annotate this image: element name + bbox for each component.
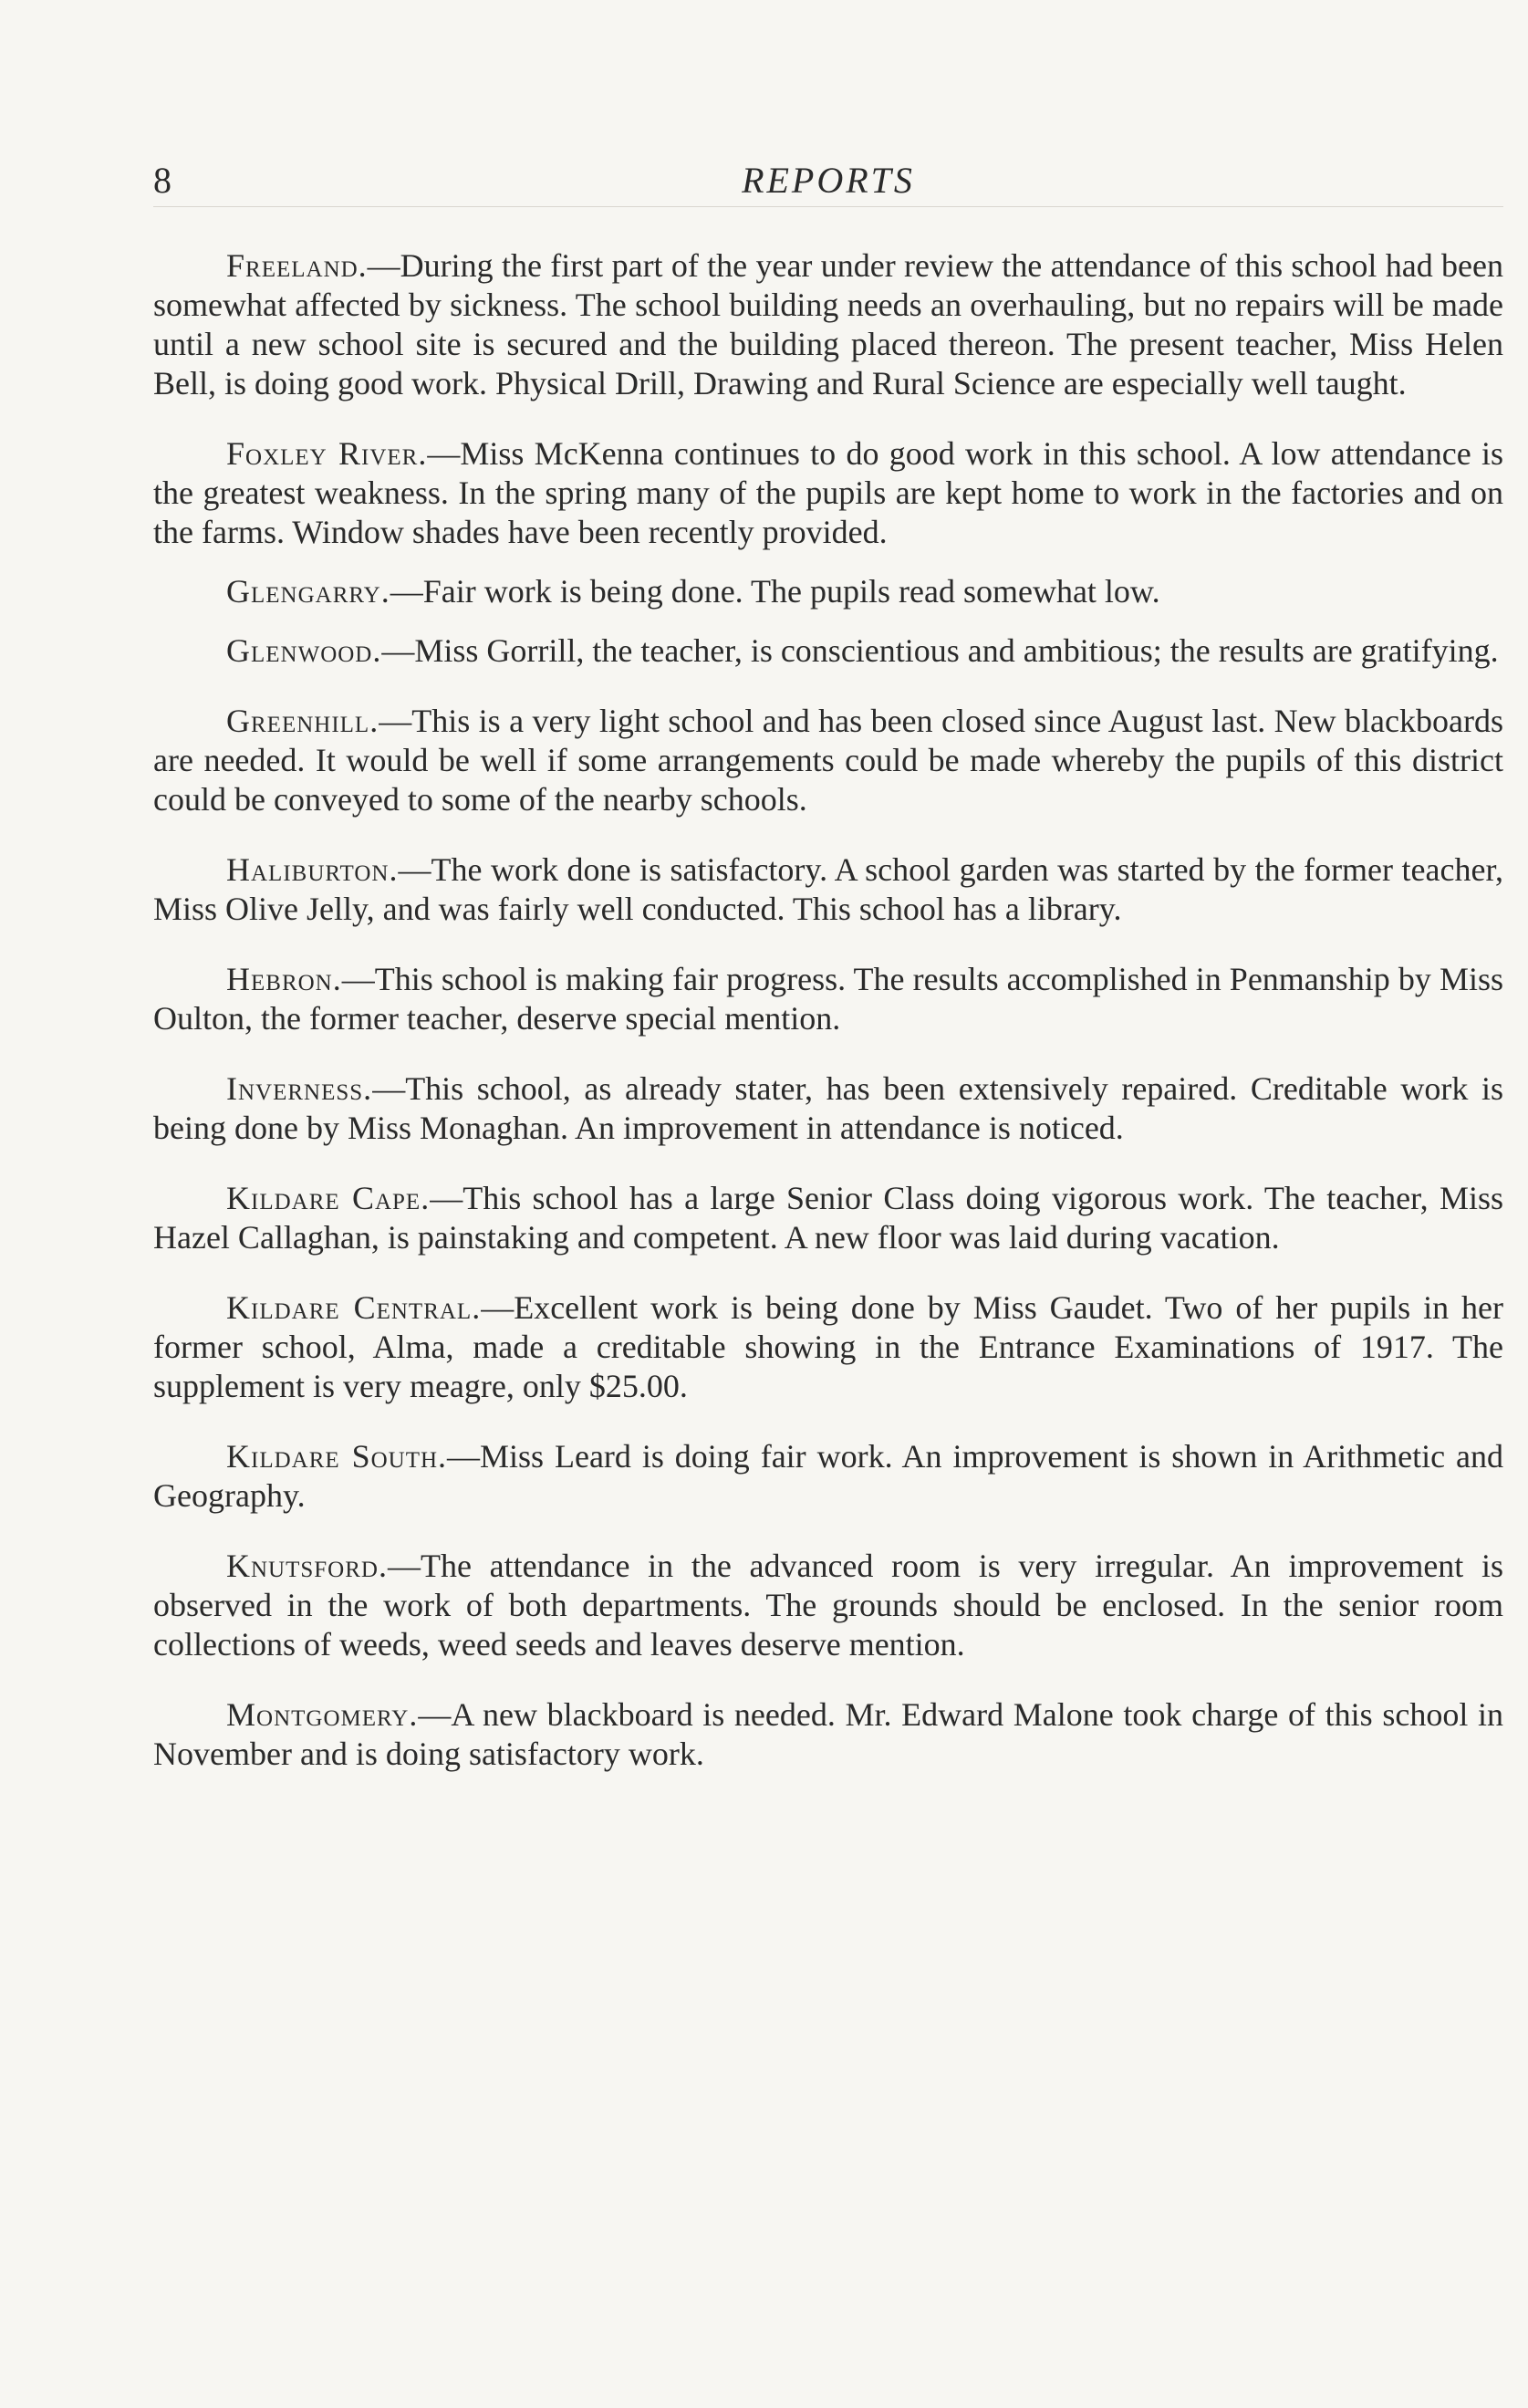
entry-text: —During the first part of the year under review the attendance of this school had been somewhat affected by sickness. The school building needs an overhauling, but no repairs will be made until a new school site is secured and the building placed thereon. The present teacher, Miss Helen Bell, is doing good work. Physical Drill, Drawing and Rural Science are especially well taught. <box>153 247 1503 401</box>
entry-place: Knutsford. <box>226 1548 388 1584</box>
header-divider <box>153 206 1503 207</box>
page-title: REPORTS <box>742 160 915 201</box>
entry-place: Greenhill. <box>226 703 379 739</box>
entry-glengarry <box>153 572 1503 611</box>
page-number: 8 <box>153 160 172 201</box>
entry-place: Freeland. <box>226 247 368 284</box>
entry-place: Haliburton. <box>226 851 399 888</box>
entry-kildare-cape <box>153 1179 1503 1257</box>
entry-montgomery <box>153 1695 1503 1774</box>
entry-text: —This school has a large Senior Class doing vigorous work. The teacher, Miss Hazel Callaghan, is painstaking and competent. A new floor was laid during vacation. <box>153 1180 1503 1256</box>
entry-text: —The attendance in the advanced room is very irregular. An improvement is observed in the work of both departments. The grounds should be enclosed. In the senior room collections of weeds, weed seeds and leaves deserve mention. <box>153 1548 1503 1663</box>
entry-text: —Miss Leard is doing fair work. An improvement is shown in Arithmetic and Geography. <box>153 1438 1503 1514</box>
entry-inverness <box>153 1069 1503 1148</box>
entry-place: Kildare South. <box>226 1438 448 1475</box>
entry-greenhill <box>153 702 1503 819</box>
entry-text: —Miss McKenna continues to do good work in this school. A low attendance is the greatest weakness. In the spring many of the pupils are kept home to work in the factories and on the farms. Window shades have been recently provided. <box>153 435 1503 550</box>
entry-haliburton <box>153 850 1503 929</box>
entry-place: Glenwood. <box>226 632 382 669</box>
entry-place: Inverness. <box>226 1070 373 1107</box>
entry-place: Foxley River. <box>226 435 428 472</box>
entry-text: —The work done is satisfactory. A school garden was started by the former teacher, Miss Olive Jelly, and was fairly well conducted. This school has a library. <box>153 851 1503 927</box>
entry-text: —This school, as already stater, has been extensively repaired. Creditable work is being done by Miss Monaghan. An improvement in attendance is noticed. <box>153 1070 1503 1146</box>
entry-text: —Fair work is being done. The pupils read somewhat low. <box>390 573 1160 610</box>
running-head <box>153 153 1503 208</box>
entry-place: Glengarry. <box>226 573 390 610</box>
report-entries <box>153 246 1503 1805</box>
entry-foxley-river <box>153 434 1503 552</box>
entry-text: —Miss Gorrill, the teacher, is conscientious and ambitious; the results are gratifying. <box>381 632 1499 669</box>
entry-text: —A new blackboard is needed. Mr. Edward Malone took charge of this school in November and is doing satisfactory work. <box>153 1696 1503 1772</box>
entry-kildare-central <box>153 1288 1503 1406</box>
entry-text: —Excellent work is being done by Miss Gaudet. Two of her pupils in her former school, Alma, made a creditable showing in the Entrance Examinations of 1917. The supplement is very meagre, only $25.00. <box>153 1289 1504 1404</box>
entry-place: Hebron. <box>226 961 342 997</box>
entry-hebron <box>153 960 1503 1038</box>
entry-knutsford <box>153 1547 1503 1664</box>
entry-text: —This school is making fair progress. The results accomplished in Penmanship by Miss Oulton, the former teacher, deserve special mention. <box>153 961 1503 1037</box>
entry-place: Kildare Central. <box>226 1289 482 1326</box>
entry-kildare-south <box>153 1437 1503 1516</box>
entry-freeland <box>153 246 1503 403</box>
entry-place: Montgomery. <box>226 1696 419 1733</box>
entry-glenwood <box>153 631 1503 671</box>
entry-text: —This is a very light school and has been closed since August last. New blackboards are needed. It would be well if some arrangements could be made whereby the pupils of this district could be conveyed to some of the nearby schools. <box>153 703 1503 818</box>
entry-place: Kildare Cape. <box>226 1180 431 1216</box>
